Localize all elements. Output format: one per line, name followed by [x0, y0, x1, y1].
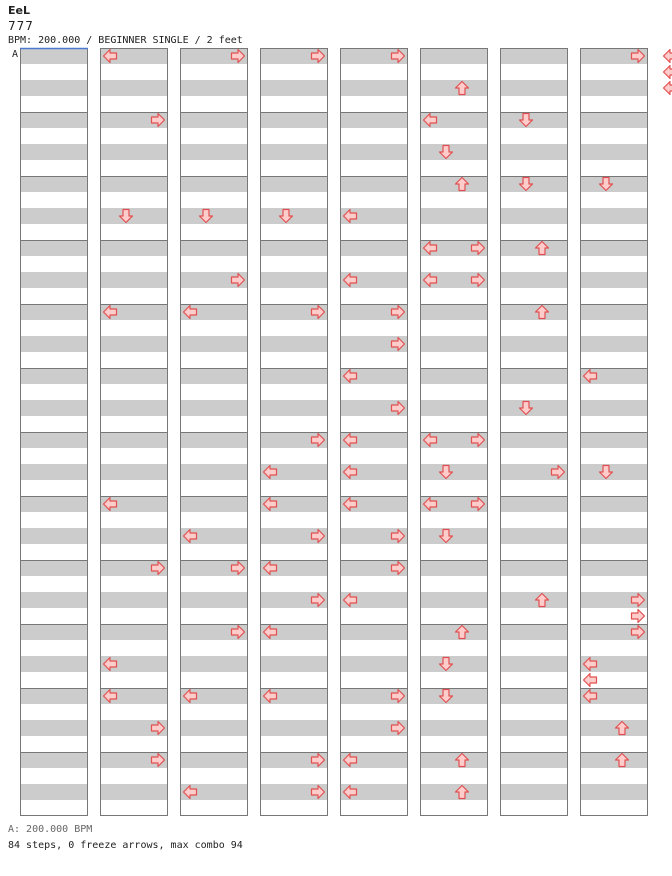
beat-stripe	[20, 112, 88, 128]
beat-stripe	[420, 176, 488, 192]
beat-stripe	[100, 464, 168, 480]
beat-stripe	[580, 80, 648, 96]
beat-stripe	[20, 48, 88, 64]
beat-stripe	[420, 688, 488, 704]
beat-stripe	[580, 528, 648, 544]
beat-stripe	[420, 720, 488, 736]
beat-stripe	[20, 784, 88, 800]
chart-column	[500, 48, 568, 816]
beat-stripe	[260, 336, 328, 352]
beat-stripe	[20, 688, 88, 704]
beat-stripe	[180, 656, 248, 672]
beat-stripe	[580, 208, 648, 224]
beat-stripe	[20, 144, 88, 160]
beat-stripe	[20, 368, 88, 384]
beat-stripe	[500, 368, 568, 384]
chart-column	[420, 48, 488, 816]
beat-stripe	[500, 560, 568, 576]
beat-stripe	[100, 144, 168, 160]
beat-stripe	[180, 240, 248, 256]
beat-stripe	[580, 400, 648, 416]
beat-stripe	[580, 240, 648, 256]
beat-stripe	[100, 208, 168, 224]
song-title: 777	[8, 19, 34, 33]
beat-stripe	[100, 784, 168, 800]
beat-stripe	[180, 80, 248, 96]
beat-stripe	[20, 432, 88, 448]
bpm-legend: A: 200.000 BPM	[8, 824, 93, 835]
beat-stripe	[580, 336, 648, 352]
step-stats: 84 steps, 0 freeze arrows, max combo 94	[8, 840, 243, 851]
beat-stripe	[500, 496, 568, 512]
beat-stripe	[180, 112, 248, 128]
beat-stripe	[420, 528, 488, 544]
beat-stripe	[20, 720, 88, 736]
beat-stripe	[20, 624, 88, 640]
beat-stripe	[180, 752, 248, 768]
beat-stripe	[100, 592, 168, 608]
beat-stripe	[500, 80, 568, 96]
beat-stripe	[420, 304, 488, 320]
beat-stripe	[20, 80, 88, 96]
beat-stripe	[500, 528, 568, 544]
beat-stripe	[20, 208, 88, 224]
beat-stripe	[500, 48, 568, 64]
beat-stripe	[420, 624, 488, 640]
chart-info: BPM: 200.000 / BEGINNER SINGLE / 2 feet	[8, 35, 243, 46]
beat-stripe	[340, 624, 408, 640]
beat-stripe	[420, 656, 488, 672]
beat-stripe	[500, 176, 568, 192]
beat-stripe	[100, 272, 168, 288]
beat-stripe	[420, 336, 488, 352]
beat-stripe	[20, 592, 88, 608]
beat-stripe	[500, 752, 568, 768]
beat-stripe	[260, 176, 328, 192]
beat-stripe	[180, 400, 248, 416]
beat-stripe	[180, 208, 248, 224]
beat-stripe	[180, 496, 248, 512]
beat-stripe	[580, 784, 648, 800]
beat-stripe	[420, 400, 488, 416]
beat-stripe	[20, 400, 88, 416]
beat-stripe	[580, 496, 648, 512]
beat-stripe	[580, 272, 648, 288]
beat-stripe	[500, 240, 568, 256]
beat-stripe	[100, 432, 168, 448]
beat-stripe	[420, 208, 488, 224]
bpm-change-label: A	[12, 49, 19, 60]
beat-stripe	[100, 368, 168, 384]
beat-stripe	[500, 112, 568, 128]
beat-stripe	[500, 144, 568, 160]
beat-stripe	[500, 784, 568, 800]
beat-stripe	[340, 656, 408, 672]
beat-stripe	[580, 112, 648, 128]
beat-stripe	[500, 304, 568, 320]
step-arrow-left	[664, 50, 672, 63]
beat-stripe	[580, 720, 648, 736]
beat-stripe	[20, 752, 88, 768]
beat-stripe	[340, 240, 408, 256]
beat-stripe	[580, 560, 648, 576]
beat-stripe	[260, 144, 328, 160]
beat-stripe	[100, 80, 168, 96]
beat-stripe	[180, 592, 248, 608]
chart-column	[20, 48, 88, 816]
beat-stripe	[20, 336, 88, 352]
beat-stripe	[100, 400, 168, 416]
beat-stripe	[260, 240, 328, 256]
beat-stripe	[500, 208, 568, 224]
beat-stripe	[180, 368, 248, 384]
song-artist: EeL	[8, 4, 30, 17]
beat-stripe	[500, 592, 568, 608]
beat-stripe	[20, 528, 88, 544]
beat-stripe	[20, 240, 88, 256]
beat-stripe	[420, 592, 488, 608]
beat-stripe	[260, 720, 328, 736]
beat-stripe	[260, 208, 328, 224]
beat-stripe	[20, 496, 88, 512]
beat-stripe	[420, 752, 488, 768]
beat-stripe	[580, 752, 648, 768]
beat-stripe	[500, 688, 568, 704]
beat-stripe	[20, 560, 88, 576]
beat-stripe	[500, 272, 568, 288]
beat-stripe	[580, 176, 648, 192]
beat-stripe	[180, 176, 248, 192]
beat-stripe	[500, 624, 568, 640]
beat-stripe	[580, 304, 648, 320]
beat-stripe	[420, 464, 488, 480]
beat-stripe	[260, 656, 328, 672]
beat-stripe	[180, 464, 248, 480]
beat-stripe	[100, 176, 168, 192]
beat-stripe	[260, 368, 328, 384]
beat-stripe	[260, 80, 328, 96]
beat-stripe	[260, 272, 328, 288]
beat-stripe	[100, 336, 168, 352]
beat-stripe	[420, 48, 488, 64]
beat-stripe	[420, 80, 488, 96]
beat-stripe	[580, 464, 648, 480]
beat-stripe	[500, 336, 568, 352]
beat-stripe	[500, 656, 568, 672]
beat-stripe	[20, 176, 88, 192]
beat-stripe	[180, 336, 248, 352]
step-arrow-left	[584, 674, 597, 687]
beat-stripe	[100, 528, 168, 544]
beat-stripe	[340, 176, 408, 192]
beat-stripe	[20, 656, 88, 672]
beat-stripe	[100, 624, 168, 640]
beat-stripe	[100, 240, 168, 256]
beat-stripe	[20, 272, 88, 288]
beat-stripe	[420, 144, 488, 160]
beat-stripe	[180, 720, 248, 736]
beat-stripe	[340, 112, 408, 128]
beat-stripe	[340, 80, 408, 96]
beat-stripe	[180, 144, 248, 160]
beat-stripe	[580, 432, 648, 448]
beat-stripe	[260, 112, 328, 128]
beat-stripe	[20, 304, 88, 320]
beat-stripe	[420, 560, 488, 576]
beat-stripe	[580, 144, 648, 160]
beat-stripe	[500, 720, 568, 736]
step-arrow-right	[632, 610, 645, 623]
beat-stripe	[500, 432, 568, 448]
beat-stripe	[340, 144, 408, 160]
step-arrow-left	[664, 66, 672, 79]
beat-stripe	[500, 400, 568, 416]
beat-stripe	[260, 400, 328, 416]
beat-stripe	[420, 368, 488, 384]
beat-stripe	[180, 432, 248, 448]
beat-stripe	[20, 464, 88, 480]
step-arrow-left	[664, 82, 672, 95]
beat-stripe	[420, 784, 488, 800]
